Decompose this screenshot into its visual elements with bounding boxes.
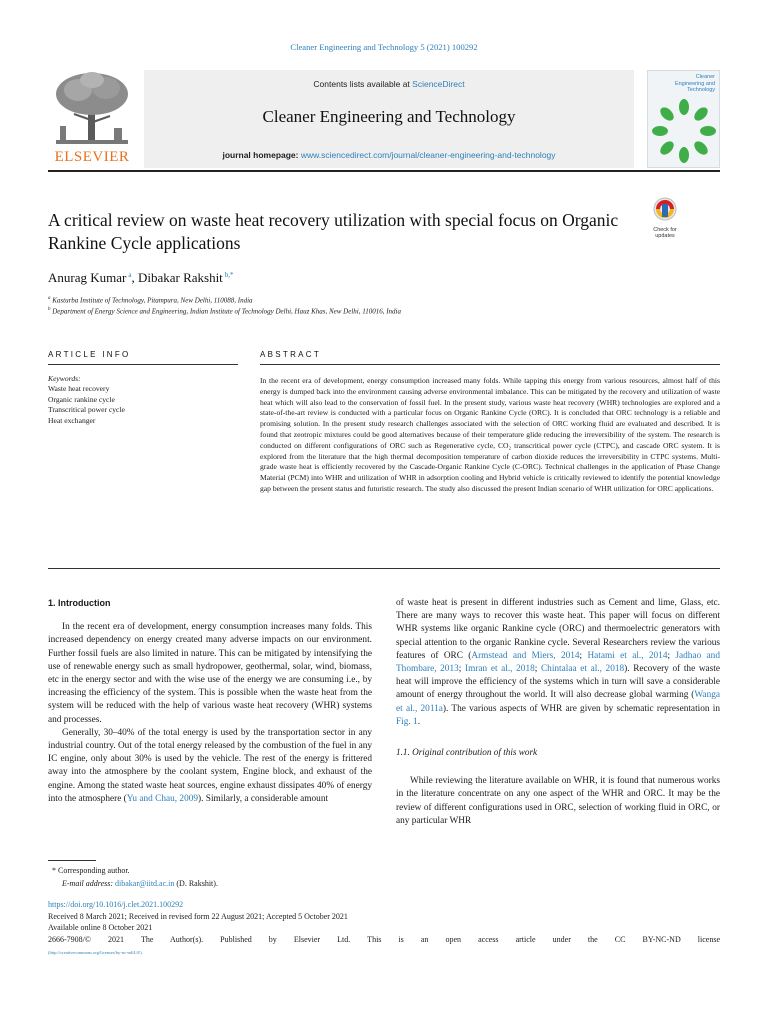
author-list: [48, 270, 234, 286]
footnote-rule: [48, 860, 96, 861]
journal-banner-center: [144, 70, 634, 168]
keywords-block: [48, 374, 238, 426]
cover-sunburst-icon: [652, 97, 716, 165]
citation-separator: ;: [579, 650, 588, 661]
subsection-heading: 1.1. Original contribution of this work: [396, 747, 538, 758]
corresponding-text: Corresponding author.: [58, 866, 130, 875]
affiliation-a: [48, 296, 253, 304]
citation-separator: ;: [458, 664, 465, 675]
keyword-item: Heat exchanger: [48, 415, 96, 425]
citation-link[interactable]: Chintalaa et al., 2018: [540, 664, 625, 675]
abstract-heading: ABSTRACT: [260, 350, 322, 359]
cover-title: Cleaner Engineering and Technology: [674, 74, 715, 93]
author-affiliation-sup[interactable]: b,*: [224, 270, 234, 279]
citation-separator: ;: [667, 650, 676, 661]
citation-link[interactable]: Wanga et al., 2011a: [396, 690, 720, 714]
contents-prefix: Contents lists available at: [313, 79, 413, 89]
keyword-item: Transcritical power cycle: [48, 405, 125, 415]
homepage-label: journal homepage:: [222, 150, 301, 160]
paragraph-text: ). Similarly, a considerable amount: [198, 793, 329, 804]
paragraph-text: .: [417, 716, 421, 727]
abstract-rule: [260, 364, 720, 365]
citation-link[interactable]: Armstead and Miers, 2014: [471, 650, 580, 661]
elsevier-wordmark: ELSEVIER: [54, 149, 130, 165]
corresponding-footnote: * Corresponding author.: [52, 866, 130, 875]
elsevier-tree-icon: [48, 70, 136, 150]
paragraph-text: ). Recovery of the waste heat will improve the efficiency of the systems which in turn will save a considerable amount of energy throughout the world. It will also decrease global warming (: [396, 664, 720, 701]
affiliation-text: Kasturba Institute of Technology, Pitampura, New Delhi, 110088, India: [52, 296, 253, 305]
keywords-label: Keywords:: [48, 374, 81, 383]
sciencedirect-link[interactable]: ScienceDirect: [412, 79, 465, 89]
paragraph: In the recent era of development, energy consumption increases many folds. This increased dependency on energy created many adverse impacts on our environment. Further fossil fuels are also limited in nature. This can be mitigated by intensifying the use of renewable energy such as small hydropower, geothermal, solar, wind, biomass, etc in the energy sector and with the wise use of the energy we are consuming i.e., by increasing the efficiency of the system. This is possible when the waste heat from the system will be reduced with the help of various waste heat recovery (WHR) systems and processes.: [48, 622, 372, 725]
keyword-item: Organic rankine cycle: [48, 394, 115, 404]
check-for-updates-badge[interactable]: [643, 196, 687, 239]
left-column: [48, 597, 372, 806]
email-label: E-mail address:: [62, 879, 116, 888]
paragraph: While reviewing the literature available on WHR, it is found that numerous works in the literature concentrate on any one aspect of the WHR and ORC. It may be the review of different configurations used in ORC, selection of working fluid in ORC, or any particular WHR: [396, 776, 720, 826]
article-info-heading: ARTICLE INFO: [48, 350, 131, 359]
abstract-bottom-rule: [48, 568, 720, 569]
citation-link[interactable]: Imran et al., 2018: [464, 664, 535, 675]
section-heading-introduction: 1. Introduction: [48, 598, 111, 608]
paragraph-text: ). The various aspects of WHR are given by schematic representation in: [442, 703, 720, 714]
journal-cover-thumbnail[interactable]: [647, 70, 720, 168]
license-statement: 2666-7908/© 2021 The Author(s). Published by Elsevier Ltd. This is an open access article under the CC BY-NC-ND license: [48, 935, 720, 944]
keyword-item: Waste heat recovery: [48, 384, 110, 394]
received-dates: Received 8 March 2021; Received in revised form 22 August 2021; Accepted 5 October 2021: [48, 912, 348, 921]
elsevier-logo[interactable]: [48, 70, 136, 166]
check-for-updates-label: Check for updates: [653, 227, 677, 239]
affiliation-sup: a: [48, 296, 51, 301]
figure-link[interactable]: Fig. 1: [396, 716, 418, 727]
citation-link[interactable]: Yu and Chau, 2009: [126, 793, 199, 804]
author-name[interactable]: Anurag Kumar: [48, 270, 127, 285]
journal-title: Cleaner Engineering and Technology: [262, 107, 516, 126]
author-affiliation-sup[interactable]: a: [128, 270, 132, 279]
banner-divider: [48, 170, 720, 172]
citation-link[interactable]: Hatami et al., 2014: [587, 650, 668, 661]
right-column: [396, 597, 720, 828]
license-link[interactable]: (http://creativecommons.org/licenses/by-nc-nd/4.0/).: [48, 950, 143, 955]
paragraph-text: Generally, 30–40% of the total energy is used by the transportation sector in any industrial country. Out of the total energy released by the combustion of the fuel in any IC engine, only about 30% is used by the vehicle. The rest of the energy is frittered away into the atmosphere by the coolant system, Engine block, and exhaust of the engine. Among the stated waste heat sources, engine exhaust dissipates 40% of energy into the atmosphere (: [48, 727, 372, 804]
journal-banner: [48, 70, 720, 168]
author-separator: ,: [131, 270, 138, 285]
email-footnote: [62, 878, 218, 889]
article-info-rule: [48, 364, 238, 365]
author-name[interactable]: Dibakar Rakshit: [137, 270, 223, 285]
affiliation-b: [48, 307, 401, 315]
affiliation-sup: b: [48, 307, 51, 312]
journal-citation-link[interactable]: Cleaner Engineering and Technology 5 (2021) 100292: [290, 42, 478, 52]
abstract-text: In the recent era of development, energy consumption increased many folds. While tapping this energy from various resources, almost half of this energy is dumped back into the environment causing adverse environmental imbalance. This can be mitigated by the recovery and utilization of waste heat which will also lead to the conservation of fossil fuel. In the present study, various waste heat recovery (WHR) technologies are explored and a state-of-the-art review is conducted with a particular focus on Organic Rankine Cycle (ORC). It is concluded that ORC technology is a reliable and promising solution. In the present study research challenges associated with the selection of ORC working fluid are evaluated and described. It is found that zeotropic mixtures could be good alternatives because of their temperature glide reducing the irreversibility of the system. The research is conducted on different configurations of ORC such as Regenerative cycle, CO₂ transcritical power cycle (CTPC), and cascade ORC system. It is explored from the literature that the high thermal decomposition temperature of carbon dioxide reduces the irreversibility in CTPC systems. Multi-grade waste heat is efficiently recovered by the Cascade-Organic Rankine Cycle (C-ORC). Technical challenges in the application of Phase Change Material (PCM) into WHR and utilization of WHR in adsorption cooling and Hybrid vehicle is critically reviewed to identify the potential knowledge gap between the present status and futuristic research. The study also discussed the present Indian scenario of WHR utilization for ORC applications.: [260, 376, 720, 493]
homepage-link[interactable]: www.sciencedirect.com/journal/cleaner-engineering-and-technology: [300, 150, 556, 160]
email-link[interactable]: dibakar@iitd.ac.in: [115, 879, 175, 888]
contents-line: [144, 79, 634, 89]
email-suffix: (D. Rakshit).: [174, 879, 218, 888]
homepage-line: [144, 150, 634, 160]
citation-link[interactable]: Jadhao and Thombare, 2013: [396, 650, 720, 675]
article-title: A critical review on waste heat recovery utilization with special focus on Organic Rankine Cycle applications: [48, 210, 619, 253]
paragraph: [396, 597, 720, 729]
paragraph-text: of waste heat is present in different industries such as Cement and lime, Glass, etc. There are many ways to recover this waste heat. This paper will focus on different WHR systems like organic Rankine cycle (ORC) and thermoelectric generators with special attention to the organic Rankine cycle. Several Researchers review the various features of ORC (: [396, 598, 720, 661]
doi-link[interactable]: https://doi.org/10.1016/j.clet.2021.100292: [48, 900, 184, 909]
crossmark-icon: [643, 196, 687, 222]
paragraph: [48, 727, 372, 806]
affiliation-text: Department of Energy Science and Engineering, Indian Institute of Technology Delhi, Hauz Khas, New Delhi, 110016, India: [52, 307, 401, 316]
citation-separator: ;: [534, 664, 541, 675]
available-online: Available online 8 October 2021: [48, 923, 153, 932]
